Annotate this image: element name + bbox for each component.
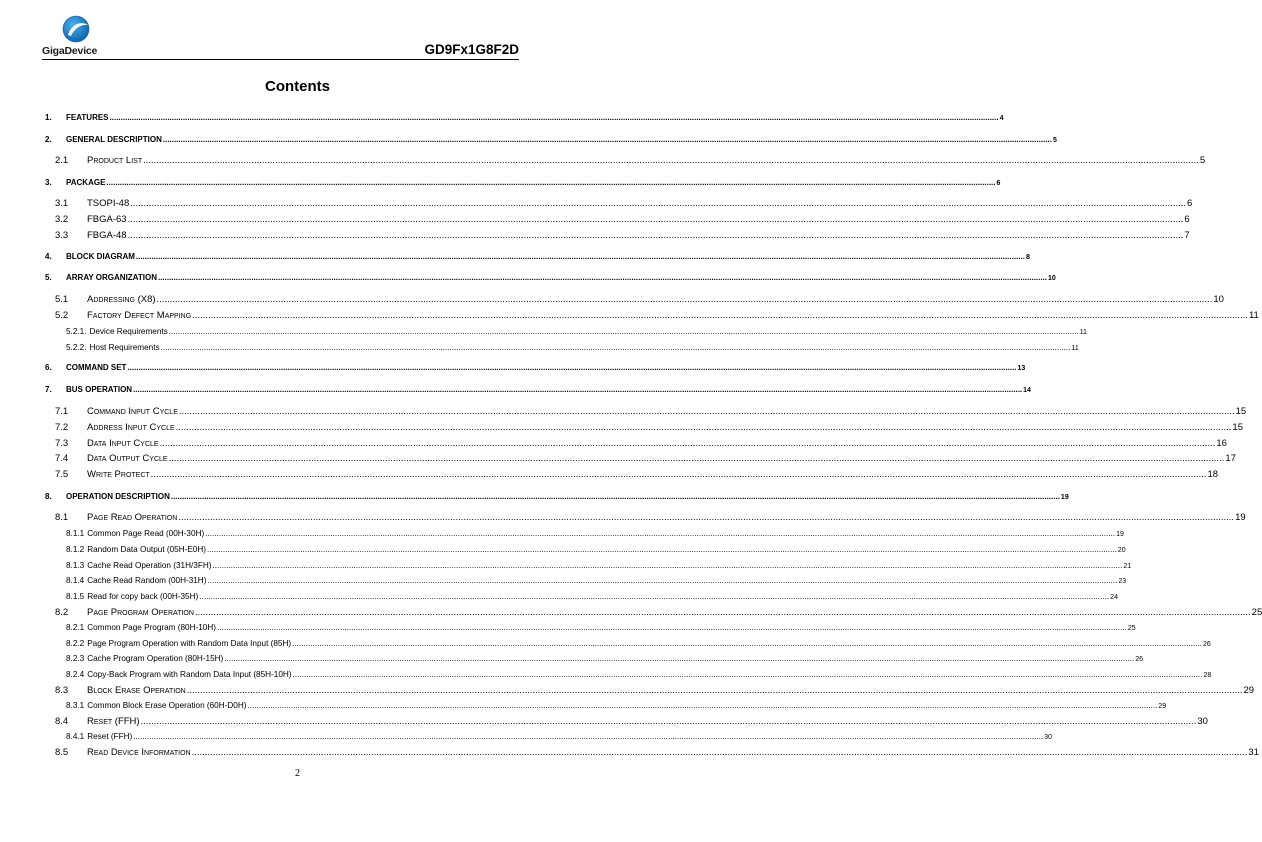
toc-entry-page: 29	[1243, 685, 1255, 696]
header-rule	[42, 59, 519, 60]
toc-entry[interactable]	[45, 422, 1243, 434]
toc-entry-page: 28	[1203, 672, 1212, 679]
toc-leader-dots: ................................................................................................................................................................................................................................................................................................................................................................................................................	[186, 685, 1243, 696]
toc-entry-number: 3.1	[55, 198, 69, 209]
toc-entry-page: 20	[1117, 547, 1126, 554]
toc-entry-page: 7	[1184, 230, 1190, 241]
toc-leader-dots: ................................................................................................................................................................................................................................................................................................................................................................................................................	[292, 639, 1203, 648]
page-header	[42, 14, 519, 60]
toc-entry-title: Common Block Erase Operation (60H-D0H)	[87, 701, 247, 710]
document-title: GD9Fx1G8F2D	[424, 42, 519, 57]
toc-entry[interactable]	[45, 198, 1193, 210]
toc-entry-number: 3.3	[55, 230, 69, 241]
toc-entry-number: 6.	[45, 363, 52, 372]
toc-entry-page: 4	[999, 115, 1004, 122]
toc-leader-dots: ................................................................................................................................................................................................................................................................................................................................................................................................................	[178, 512, 1235, 523]
toc-entry[interactable]	[45, 528, 1124, 541]
toc-entry-page: 21	[1123, 563, 1132, 570]
toc-leader-dots: ................................................................................................................................................................................................................................................................................................................................................................................................................	[217, 623, 1127, 632]
toc-entry-page: 19	[1060, 494, 1069, 501]
toc-entry-number: 8.5	[55, 747, 69, 758]
toc-leader-dots: ................................................................................................................................................................................................................................................................................................................................................................................................................	[162, 135, 1052, 144]
toc-entry-number: 7.5	[55, 469, 69, 480]
toc-entry-title: PACKAGE	[66, 178, 106, 187]
toc-leader-dots: ................................................................................................................................................................................................................................................................................................................................................................................................................	[106, 178, 996, 187]
toc-entry-page: 16	[1216, 438, 1227, 449]
toc-entry-title: Device Requirements	[89, 327, 168, 336]
toc-entry-page: 15	[1232, 422, 1243, 433]
toc-entry-page: 6	[1184, 214, 1190, 225]
toc-entry[interactable]	[45, 177, 1001, 190]
toc-entry-page: 10	[1213, 294, 1224, 305]
toc-entry[interactable]	[45, 469, 1219, 481]
toc-leader-dots: ................................................................................................................................................................................................................................................................................................................................................................................................................	[159, 438, 1216, 449]
toc-entry-number: 1.	[45, 113, 52, 122]
toc-entry-number: 8.1.2	[66, 545, 85, 554]
toc-entry-title: Page Read Operation	[87, 512, 178, 523]
toc-leader-dots: ................................................................................................................................................................................................................................................................................................................................................................................................................	[140, 716, 1197, 727]
toc-leader-dots: ................................................................................................................................................................................................................................................................................................................................................................................................................	[205, 529, 1116, 538]
toc-entry-title: Read for copy back (00H-35H)	[87, 592, 199, 601]
toc-entry-page: 30	[1044, 734, 1052, 741]
toc-entry[interactable]	[45, 669, 1212, 682]
toc-leader-dots: ................................................................................................................................................................................................................................................................................................................................................................................................................	[168, 327, 1079, 336]
toc-leader-dots: ................................................................................................................................................................................................................................................................................................................................................................................................................	[191, 747, 1248, 758]
toc-entry-title: GENERAL DESCRIPTION	[66, 135, 162, 144]
toc-leader-dots: ................................................................................................................................................................................................................................................................................................................................................................................................................	[156, 294, 1213, 305]
toc-entry-number: 8.2.4	[66, 670, 85, 679]
toc-entry-page: 18	[1207, 469, 1219, 480]
toc-entry-number: 8.2.2	[66, 639, 85, 648]
toc-entry[interactable]	[45, 700, 1167, 713]
toc-leader-dots: ................................................................................................................................................................................................................................................................................................................................................................................................................	[109, 113, 999, 122]
toc-entry-number: 8.2.3	[66, 654, 85, 663]
toc-entry-number: 3.2	[55, 214, 69, 225]
toc-entry-title: BUS OPERATION	[66, 385, 133, 394]
toc-entry[interactable]	[45, 453, 1236, 465]
toc-leader-dots: ................................................................................................................................................................................................................................................................................................................................................................................................................	[160, 343, 1071, 352]
toc-entry-title: FBGA-63	[87, 214, 127, 225]
toc-leader-dots: ................................................................................................................................................................................................................................................................................................................................................................................................................	[127, 214, 1184, 225]
toc-entry-title: ARRAY ORGANIZATION	[66, 273, 157, 282]
toc-entry-number: 8.4.1	[66, 732, 85, 741]
toc-entry[interactable]	[45, 622, 1136, 635]
toc-entry-title: Common Page Program (80H-10H)	[87, 623, 216, 632]
toc-entry-number: 5.2	[55, 310, 69, 321]
logo-circle-icon	[62, 15, 92, 45]
toc-entry-title: Reset (FFH)	[87, 716, 140, 727]
toc-leader-dots: ................................................................................................................................................................................................................................................................................................................................................................................................................	[170, 492, 1060, 501]
toc-entry-title: FBGA-48	[87, 230, 127, 241]
toc-entry-page: 31	[1248, 747, 1259, 758]
toc-entry-number: 8.4	[55, 716, 69, 727]
toc-entry[interactable]	[45, 560, 1132, 573]
toc-entry-number: 5.2.2.	[66, 343, 87, 352]
toc-entry-page: 25	[1251, 607, 1262, 618]
toc-entry-page: 11	[1071, 345, 1079, 352]
toc-entry[interactable]	[45, 438, 1227, 450]
toc-leader-dots: ................................................................................................................................................................................................................................................................................................................................................................................................................	[168, 453, 1225, 464]
toc-entry-page: 6	[996, 180, 1001, 187]
toc-entry-title: Data Input Cycle	[87, 438, 159, 449]
toc-leader-dots: ................................................................................................................................................................................................................................................................................................................................................................................................................	[292, 670, 1203, 679]
toc-entry-title: OPERATION DESCRIPTION	[66, 492, 170, 501]
toc-entry-title: Page Program Operation	[87, 607, 194, 618]
toc-entry-page: 24	[1110, 594, 1118, 601]
toc-leader-dots: ................................................................................................................................................................................................................................................................................................................................................................................................................	[178, 406, 1235, 417]
toc-entry[interactable]	[45, 591, 1118, 604]
toc-entry-number: 8.3.1	[66, 701, 85, 710]
toc-entry-title: Block Erase Operation	[87, 685, 186, 696]
toc-entry-page: 6	[1187, 198, 1193, 209]
toc-entry-title: Product List	[87, 155, 143, 166]
toc-entry-title: Factory Defect Mapping	[87, 310, 192, 321]
toc-entry-number: 8.1	[55, 512, 69, 523]
toc-entry[interactable]	[45, 230, 1190, 242]
toc-leader-dots: ................................................................................................................................................................................................................................................................................................................................................................................................................	[175, 422, 1232, 433]
toc-leader-dots: ................................................................................................................................................................................................................................................................................................................................................................................................................	[207, 576, 1118, 585]
toc-entry-page: 19	[1116, 531, 1124, 538]
toc-entry-number: 7.1	[55, 406, 69, 417]
toc-entry-number: 7.4	[55, 453, 69, 464]
toc-entry[interactable]	[45, 607, 1262, 619]
toc-entry-title: Host Requirements	[89, 343, 160, 352]
toc-entry[interactable]	[45, 638, 1211, 651]
toc-entry-page: 26	[1135, 656, 1143, 663]
toc-entry-title: Read Device Information	[87, 747, 191, 758]
toc-entry-title: Cache Read Random (00H-31H)	[87, 576, 207, 585]
toc-entry[interactable]	[45, 716, 1208, 728]
toc-entry[interactable]	[45, 362, 1026, 375]
toc-entry-page: 13	[1017, 365, 1026, 372]
toc-entry[interactable]	[45, 575, 1127, 588]
toc-leader-dots: ................................................................................................................................................................................................................................................................................................................................................................................................................	[247, 701, 1158, 710]
toc-entry-page: 19	[1235, 512, 1246, 523]
gigadevice-logo	[42, 14, 112, 60]
toc-entry[interactable]	[45, 272, 1056, 285]
toc-entry-title: Data Output Cycle	[87, 453, 168, 464]
toc-entry-page: 11	[1079, 329, 1087, 336]
toc-entry-page: 17	[1225, 453, 1236, 464]
toc-entry-number: 5.1	[55, 294, 69, 305]
toc-leader-dots: ................................................................................................................................................................................................................................................................................................................................................................................................................	[133, 732, 1044, 741]
toc-entry-number: 8.3	[55, 685, 69, 696]
toc-entry-number: 8.1.3	[66, 561, 85, 570]
toc-entry[interactable]	[45, 731, 1052, 744]
toc-entry-title: Page Program Operation with Random Data Input (85H)	[87, 639, 292, 648]
toc-entry[interactable]	[45, 653, 1143, 666]
toc-entry-page: 23	[1118, 578, 1127, 585]
toc-leader-dots: ................................................................................................................................................................................................................................................................................................................................................................................................................	[157, 273, 1048, 282]
toc-leader-dots: ................................................................................................................................................................................................................................................................................................................................................................................................................	[127, 363, 1017, 372]
toc-entry[interactable]	[45, 512, 1246, 524]
toc-entry-page: 11	[1248, 310, 1259, 321]
toc-leader-dots: ................................................................................................................................................................................................................................................................................................................................................................................................................	[212, 561, 1123, 570]
toc-entry[interactable]	[45, 214, 1190, 226]
toc-entry-number: 4.	[45, 252, 52, 261]
toc-entry-number: 7.	[45, 385, 52, 394]
toc-entry[interactable]	[45, 342, 1079, 355]
toc-entry-title: Reset (FFH)	[87, 732, 133, 741]
toc-leader-dots: ................................................................................................................................................................................................................................................................................................................................................................................................................	[143, 155, 1199, 166]
toc-entry-number: 2.1	[55, 155, 69, 166]
contents-heading: Contents	[265, 78, 330, 95]
toc-entry-title: COMMAND SET	[66, 363, 127, 372]
toc-leader-dots: ................................................................................................................................................................................................................................................................................................................................................................................................................	[150, 469, 1207, 480]
toc-entry-page: 15	[1235, 406, 1247, 417]
toc-entry-number: 5.	[45, 273, 52, 282]
toc-leader-dots: ................................................................................................................................................................................................................................................................................................................................................................................................................	[135, 252, 1025, 261]
toc-leader-dots: ................................................................................................................................................................................................................................................................................................................................................................................................................	[133, 385, 1023, 394]
toc-entry[interactable]	[45, 384, 1031, 397]
toc-entry[interactable]	[45, 685, 1255, 697]
toc-entry-title: Common Page Read (00H-30H)	[87, 529, 205, 538]
toc-entry-title: Write Protect	[87, 469, 150, 480]
toc-leader-dots: ................................................................................................................................................................................................................................................................................................................................................................................................................	[192, 310, 1248, 321]
toc-entry[interactable]	[45, 406, 1247, 418]
toc-entry[interactable]	[45, 326, 1087, 339]
toc-entry-page: 29	[1158, 703, 1167, 710]
toc-entry-number: 2.	[45, 135, 52, 144]
toc-entry[interactable]	[45, 310, 1259, 322]
toc-leader-dots: ................................................................................................................................................................................................................................................................................................................................................................................................................	[199, 592, 1110, 601]
toc-leader-dots: ................................................................................................................................................................................................................................................................................................................................................................................................................	[127, 230, 1184, 241]
toc-entry-number: 8.1.5	[66, 592, 85, 601]
toc-entry-number: 7.2	[55, 422, 69, 433]
toc-entry-page: 26	[1203, 641, 1211, 648]
toc-entry-title: Cache Read Operation (31H/3FH)	[87, 561, 212, 570]
toc-entry-title: BLOCK DIAGRAM	[66, 252, 135, 261]
toc-entry-page: 14	[1023, 387, 1031, 394]
toc-entry-page: 10	[1048, 275, 1056, 282]
toc-entry-title: TSOPI-48	[87, 198, 130, 209]
toc-entry[interactable]	[45, 112, 1004, 125]
toc-entry-number: 8.1.1	[66, 529, 85, 538]
toc-entry-page: 5	[1199, 155, 1206, 166]
toc-entry-number: 8.	[45, 492, 52, 501]
toc-entry-number: 8.2.1	[66, 623, 85, 632]
toc-entry-page: 5	[1052, 137, 1057, 144]
toc-entry[interactable]	[45, 251, 1030, 264]
toc-entry-number: 8.2	[55, 607, 69, 618]
toc-entry-page: 25	[1127, 625, 1136, 632]
logo-text: GigaDevice	[42, 45, 98, 57]
toc-entry-number: 3.	[45, 178, 52, 187]
toc-entry-page: 30	[1197, 716, 1208, 727]
toc-leader-dots: ................................................................................................................................................................................................................................................................................................................................................................................................................	[194, 607, 1251, 618]
toc-entry[interactable]	[45, 544, 1126, 557]
page-number: 2	[295, 768, 300, 779]
toc-entry-number: 7.3	[55, 438, 69, 449]
toc-entry[interactable]	[45, 294, 1224, 306]
toc-entry[interactable]	[45, 747, 1259, 759]
toc-leader-dots: ................................................................................................................................................................................................................................................................................................................................................................................................................	[224, 654, 1135, 663]
toc-entry[interactable]	[45, 134, 1057, 147]
toc-entry-title: FEATURES	[66, 113, 109, 122]
toc-entry-page: 8	[1025, 254, 1030, 261]
toc-entry-title: Address Input Cycle	[87, 422, 175, 433]
toc-entry-number: 5.2.1.	[66, 327, 87, 336]
toc-entry[interactable]	[45, 491, 1069, 504]
toc-entry-title: Addressing (X8)	[87, 294, 156, 305]
toc-entry-title: Random Data Output (05H-E0H)	[87, 545, 206, 554]
toc-leader-dots: ................................................................................................................................................................................................................................................................................................................................................................................................................	[207, 545, 1117, 554]
toc-entry-title: Copy-Back Program with Random Data Input (85H-10H)	[87, 670, 292, 679]
toc-entry-number: 8.1.4	[66, 576, 85, 585]
toc-entry-title: Cache Program Operation (80H-15H)	[87, 654, 224, 663]
toc-entry-title: Command Input Cycle	[87, 406, 178, 417]
toc-leader-dots: ................................................................................................................................................................................................................................................................................................................................................................................................................	[130, 198, 1187, 209]
toc-entry[interactable]	[45, 155, 1206, 167]
